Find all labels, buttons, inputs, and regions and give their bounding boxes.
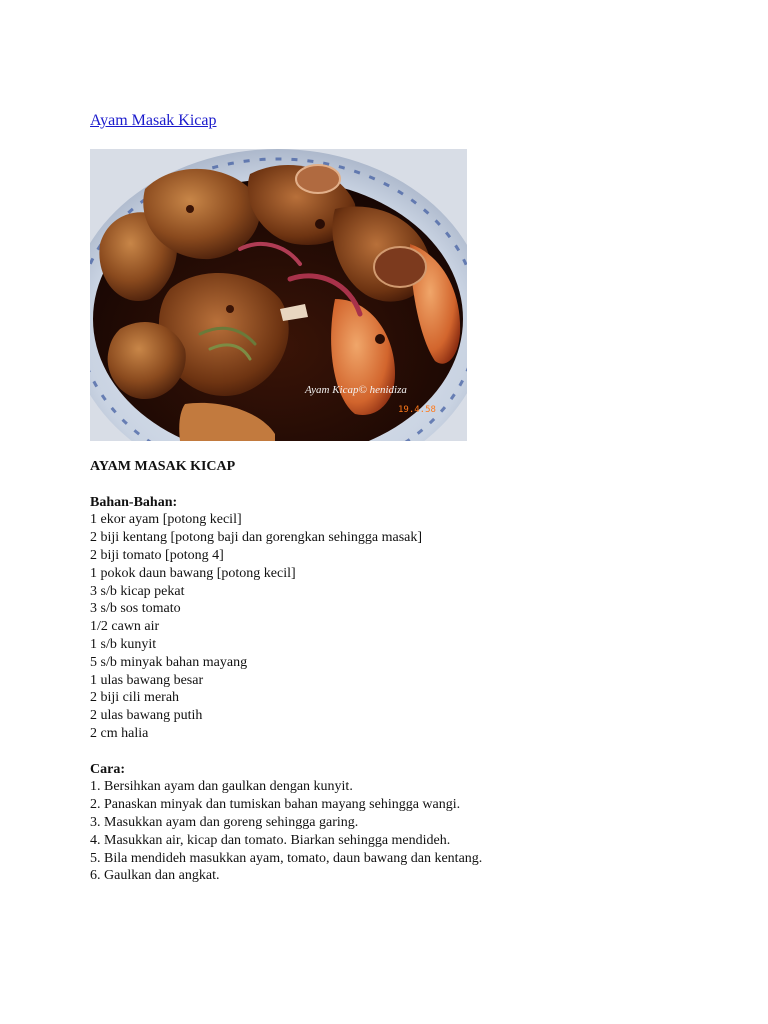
spice-bit xyxy=(226,305,234,313)
ingredients-title: Bahan-Bahan: xyxy=(90,494,178,510)
method-step: 6. Gaulkan dan angkat. xyxy=(90,868,220,884)
onion-slice xyxy=(374,247,426,287)
recipe-body xyxy=(90,458,690,885)
ingredient-item: 5 s/b minyak bahan mayang xyxy=(90,654,248,670)
ingredient-item: 1 ulas bawang besar xyxy=(90,672,204,688)
method-step: 2. Panaskan minyak dan tumiskan bahan mayang sehingga wangi. xyxy=(90,797,461,813)
ingredients-list xyxy=(90,511,690,742)
ingredient-item: 1 pokok daun bawang [potong kecil] xyxy=(90,565,296,581)
ingredient-item: 1 ekor ayam [potong kecil] xyxy=(90,512,242,528)
method-step: 4. Masukkan air, kicap dan tomato. Biarkan sehingga mendideh. xyxy=(90,832,451,848)
ingredient-item: 2 biji cili merah xyxy=(90,690,180,706)
spice-bit xyxy=(315,219,325,229)
ingredient-item: 1/2 cawn air xyxy=(90,619,160,635)
ingredient-item: 2 cm halia xyxy=(90,725,149,741)
ingredient-item: 3 s/b sos tomato xyxy=(90,601,181,617)
method-step: 3. Masukkan ayam dan goreng sehingga garing. xyxy=(90,814,359,830)
spice-bit xyxy=(375,334,385,344)
photo-date-stamp: 19.4.58 xyxy=(398,405,436,415)
ingredient-item: 2 biji kentang [potong baji dan gorengkan sehingga masak] xyxy=(90,530,423,546)
method-step: 1. Bersihkan ayam dan gaulkan dengan kunyit. xyxy=(90,779,353,795)
photo-watermark: Ayam Kicap© henidiza xyxy=(305,384,407,396)
method-list xyxy=(90,778,690,885)
method-step: 5. Bila mendideh masukkan ayam, tomato, daun bawang dan kentang. xyxy=(90,850,483,866)
spice-bit xyxy=(186,205,194,213)
recipe-heading: AYAM MASAK KICAP xyxy=(90,459,236,474)
recipe-title-link[interactable]: Ayam Masak Kicap xyxy=(90,112,217,129)
ingredient-item: 1 s/b kunyit xyxy=(90,636,157,652)
ingredient-item: 2 biji tomato [potong 4] xyxy=(90,547,224,563)
dish-photo xyxy=(90,149,467,441)
onion-slice xyxy=(296,165,340,193)
method-title: Cara: xyxy=(90,761,125,777)
ingredient-item: 3 s/b kicap pekat xyxy=(90,583,185,599)
ingredient-item: 2 ulas bawang putih xyxy=(90,708,203,724)
